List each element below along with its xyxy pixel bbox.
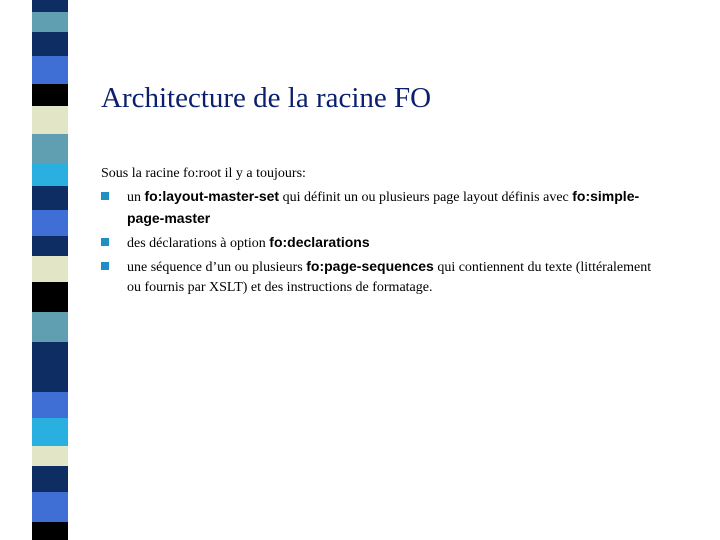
bullet-text: une séquence d’un ou plusieurs [127,260,307,275]
bullet-text: des déclarations à option [127,236,270,251]
bullet-text: qui définit un ou plusieurs page layout définis avec [279,190,573,205]
bullet-text: un [127,190,145,205]
bullet-item [101,256,661,298]
slide-body [101,164,661,300]
code-term: fo:declarations [269,234,370,250]
bullet-item [101,186,661,230]
square-bullet-icon [101,238,109,246]
code-term: fo:simple-page-master [127,188,640,226]
slide-title: Architecture de la racine FO [101,82,432,114]
decorative-color-stripe [0,0,68,540]
square-bullet-icon [101,192,109,200]
bullet-text: qui contiennent du texte (littéralement ou fournis par XSLT) et des instructions de formatage. [127,260,652,295]
code-term: fo:page-sequences [306,258,434,274]
code-term: fo:layout-master-set [144,188,280,204]
intro-text: Sous la racine fo:root il y a toujours: [101,166,306,181]
square-bullet-icon [101,262,109,270]
bullet-item [101,232,661,254]
